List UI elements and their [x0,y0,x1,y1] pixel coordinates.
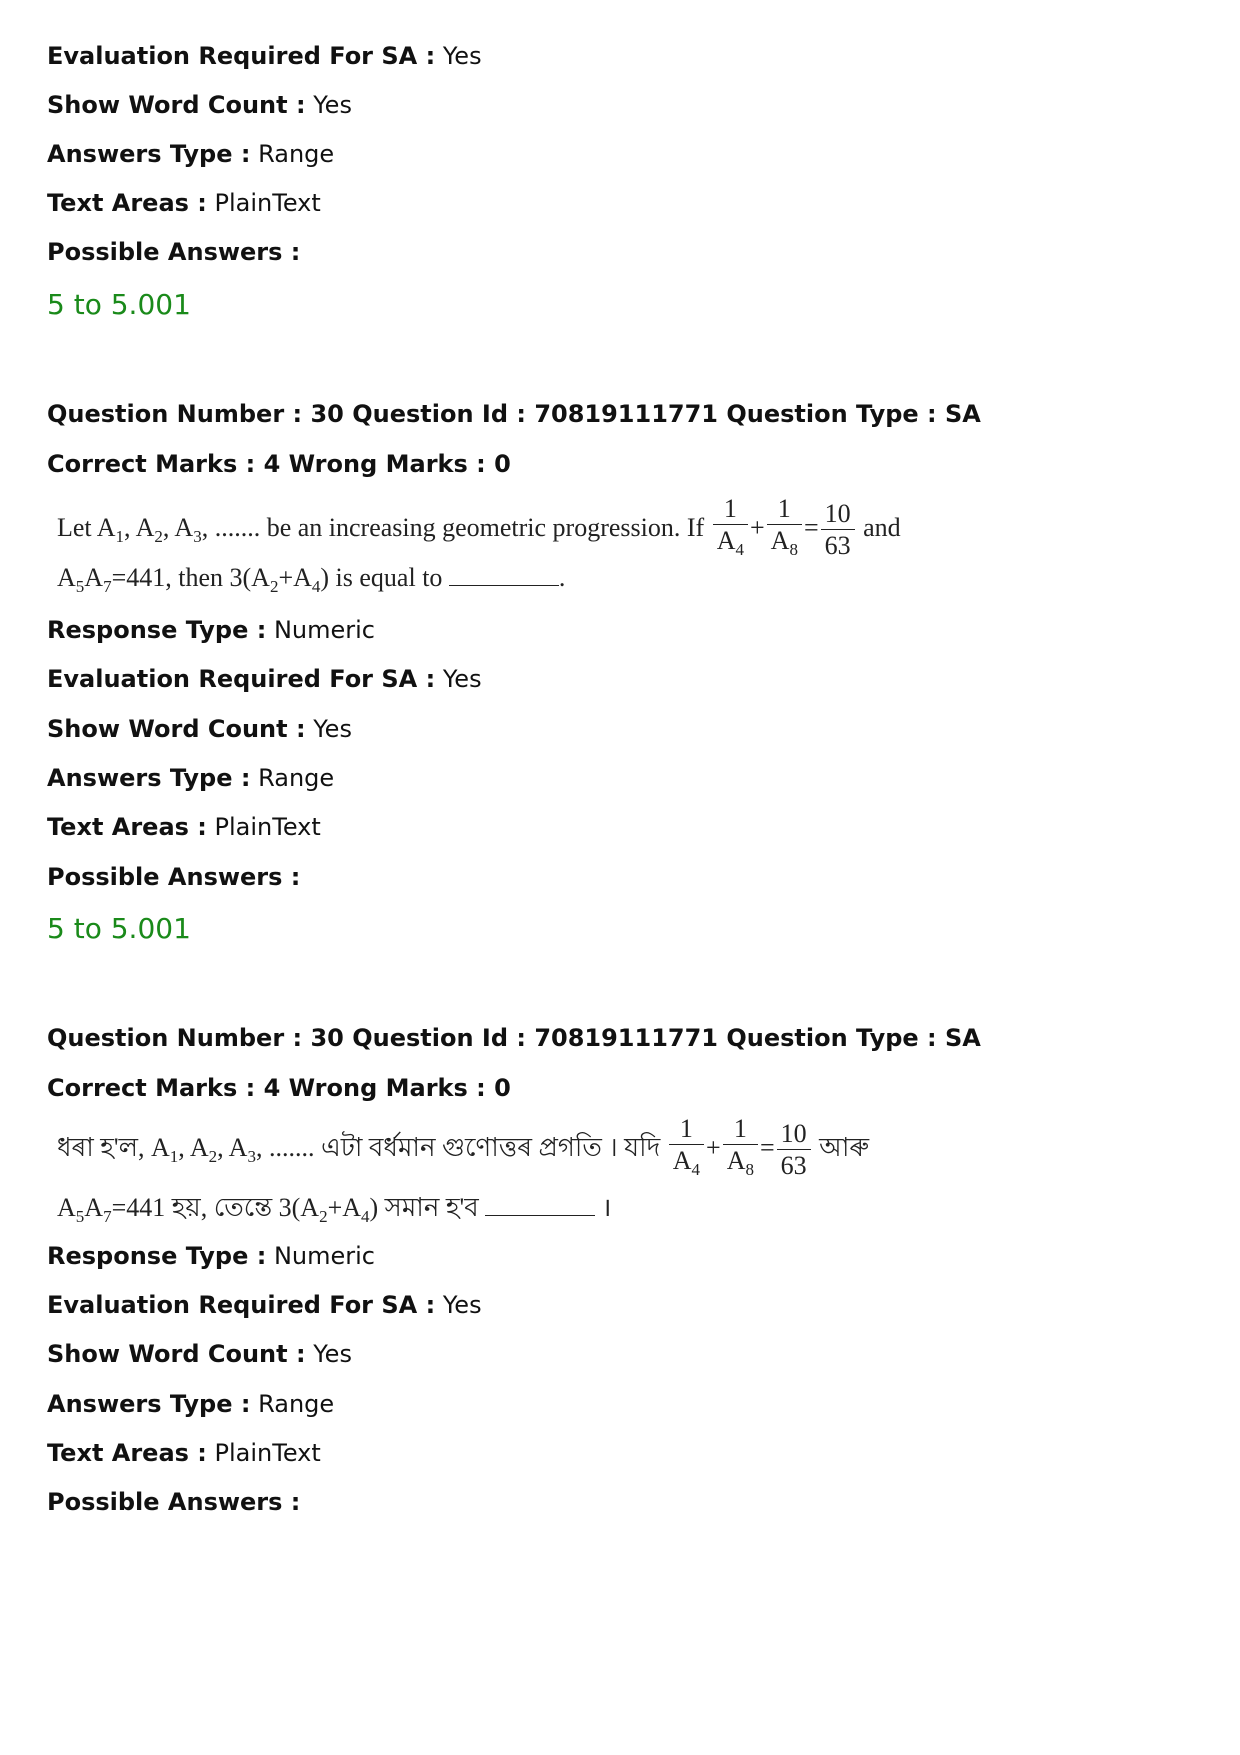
answers-type-row: Answers Type : Range [47,1390,335,1418]
response-type-row: Response Type : Numeric [47,616,375,644]
text-areas-row: Text Areas : PlainText [47,189,321,217]
evaluation-row: Evaluation Required For SA : Yes [47,42,482,70]
word-count-row: Show Word Count : Yes [47,91,352,119]
possible-answer-value: 5 to 5.001 [47,912,191,945]
possible-answer-value: 5 to 5.001 [47,288,191,321]
text-areas-row: Text Areas : PlainText [47,1439,321,1467]
possible-answers-label: Possible Answers : [47,863,301,891]
question-text-line2: $A_5A_7=441$ হয়, তেন্তে $3(A_2+A_4)$ সমান হ'ব । [57,1193,612,1226]
question-text-line1: Let $A_1$, $A_2$, $A_3$, ....... be an increasing geometric progression. If $\frac{1}{A_4}$ + $\frac{1}{A_8}$ = $\frac{10}{63}$ and [57,494,901,560]
text-areas-row: Text Areas : PlainText [47,813,321,841]
answer-blank [449,565,559,586]
evaluation-row: Evaluation Required For SA : Yes [47,1291,482,1319]
word-count-row: Show Word Count : Yes [47,1340,352,1368]
answers-type-row: Answers Type : Range [47,140,335,168]
possible-answers-label: Possible Answers : [47,238,301,266]
word-count-row: Show Word Count : Yes [47,715,352,743]
question-header: Question Number : 30 Question Id : 70819111771 Question Type : SA [47,400,981,428]
answers-type-row: Answers Type : Range [47,764,335,792]
question-marks: Correct Marks : 4 Wrong Marks : 0 [47,1074,511,1102]
question-text-line1: ধৰা হ'ল, $A_1$, $A_2$, $A_3$, ....... এটা বৰ্ধমান গুণোত্তৰ প্ৰগতি । যদি $\frac{1}{A_4}$ + $\frac{1}{A_8}$ = $\frac{10}{63}$ আৰু [57,1114,870,1180]
possible-answers-label: Possible Answers : [47,1488,301,1516]
evaluation-row: Evaluation Required For SA : Yes [47,665,482,693]
question-text-line2: $A_5A_7=441$, then $3(A_2+A_4)$ is equal to . [57,563,566,596]
answer-blank [485,1195,595,1216]
question-marks: Correct Marks : 4 Wrong Marks : 0 [47,450,511,478]
question-header: Question Number : 30 Question Id : 70819111771 Question Type : SA [47,1024,981,1052]
response-type-row: Response Type : Numeric [47,1242,375,1270]
